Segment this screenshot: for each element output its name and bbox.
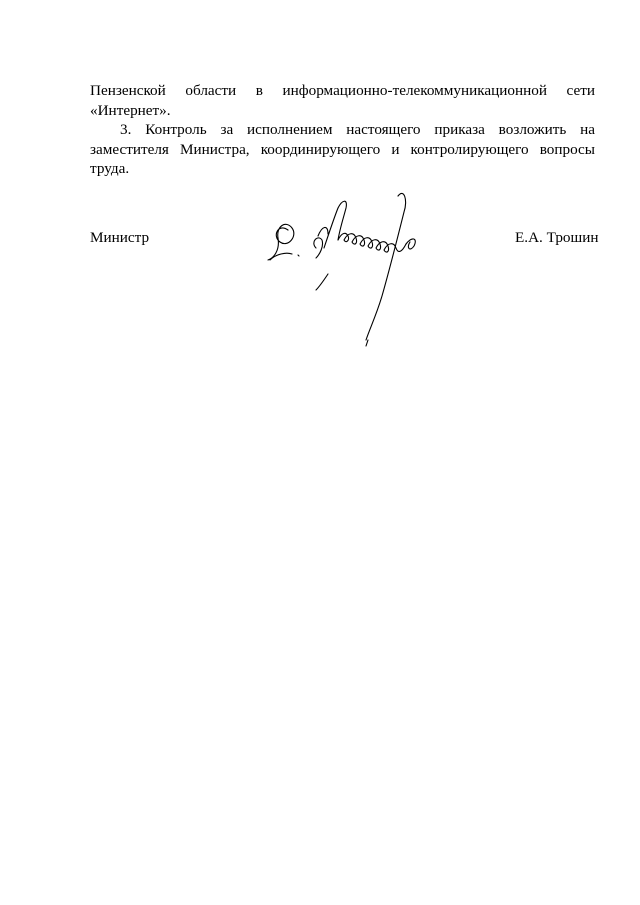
paragraph-line: заместителя Министра, координирующего и контролирующего вопросы <box>90 140 595 158</box>
paragraph-line: труда. <box>90 160 130 177</box>
paragraph-publication <box>90 81 595 120</box>
signer-title: Министр <box>90 229 150 246</box>
paragraph-line: Пензенской области в информационно-телекоммуникационной сети <box>90 82 595 99</box>
paragraph-line: 3. Контроль за исполнением настоящего приказа возложить на <box>120 121 595 138</box>
paragraph-line: «Интернет». <box>90 101 171 119</box>
document-body <box>90 81 595 179</box>
signature-icon <box>258 178 438 348</box>
paragraph-control <box>90 120 595 179</box>
signer-name: Е.А. Трошин <box>515 229 599 246</box>
